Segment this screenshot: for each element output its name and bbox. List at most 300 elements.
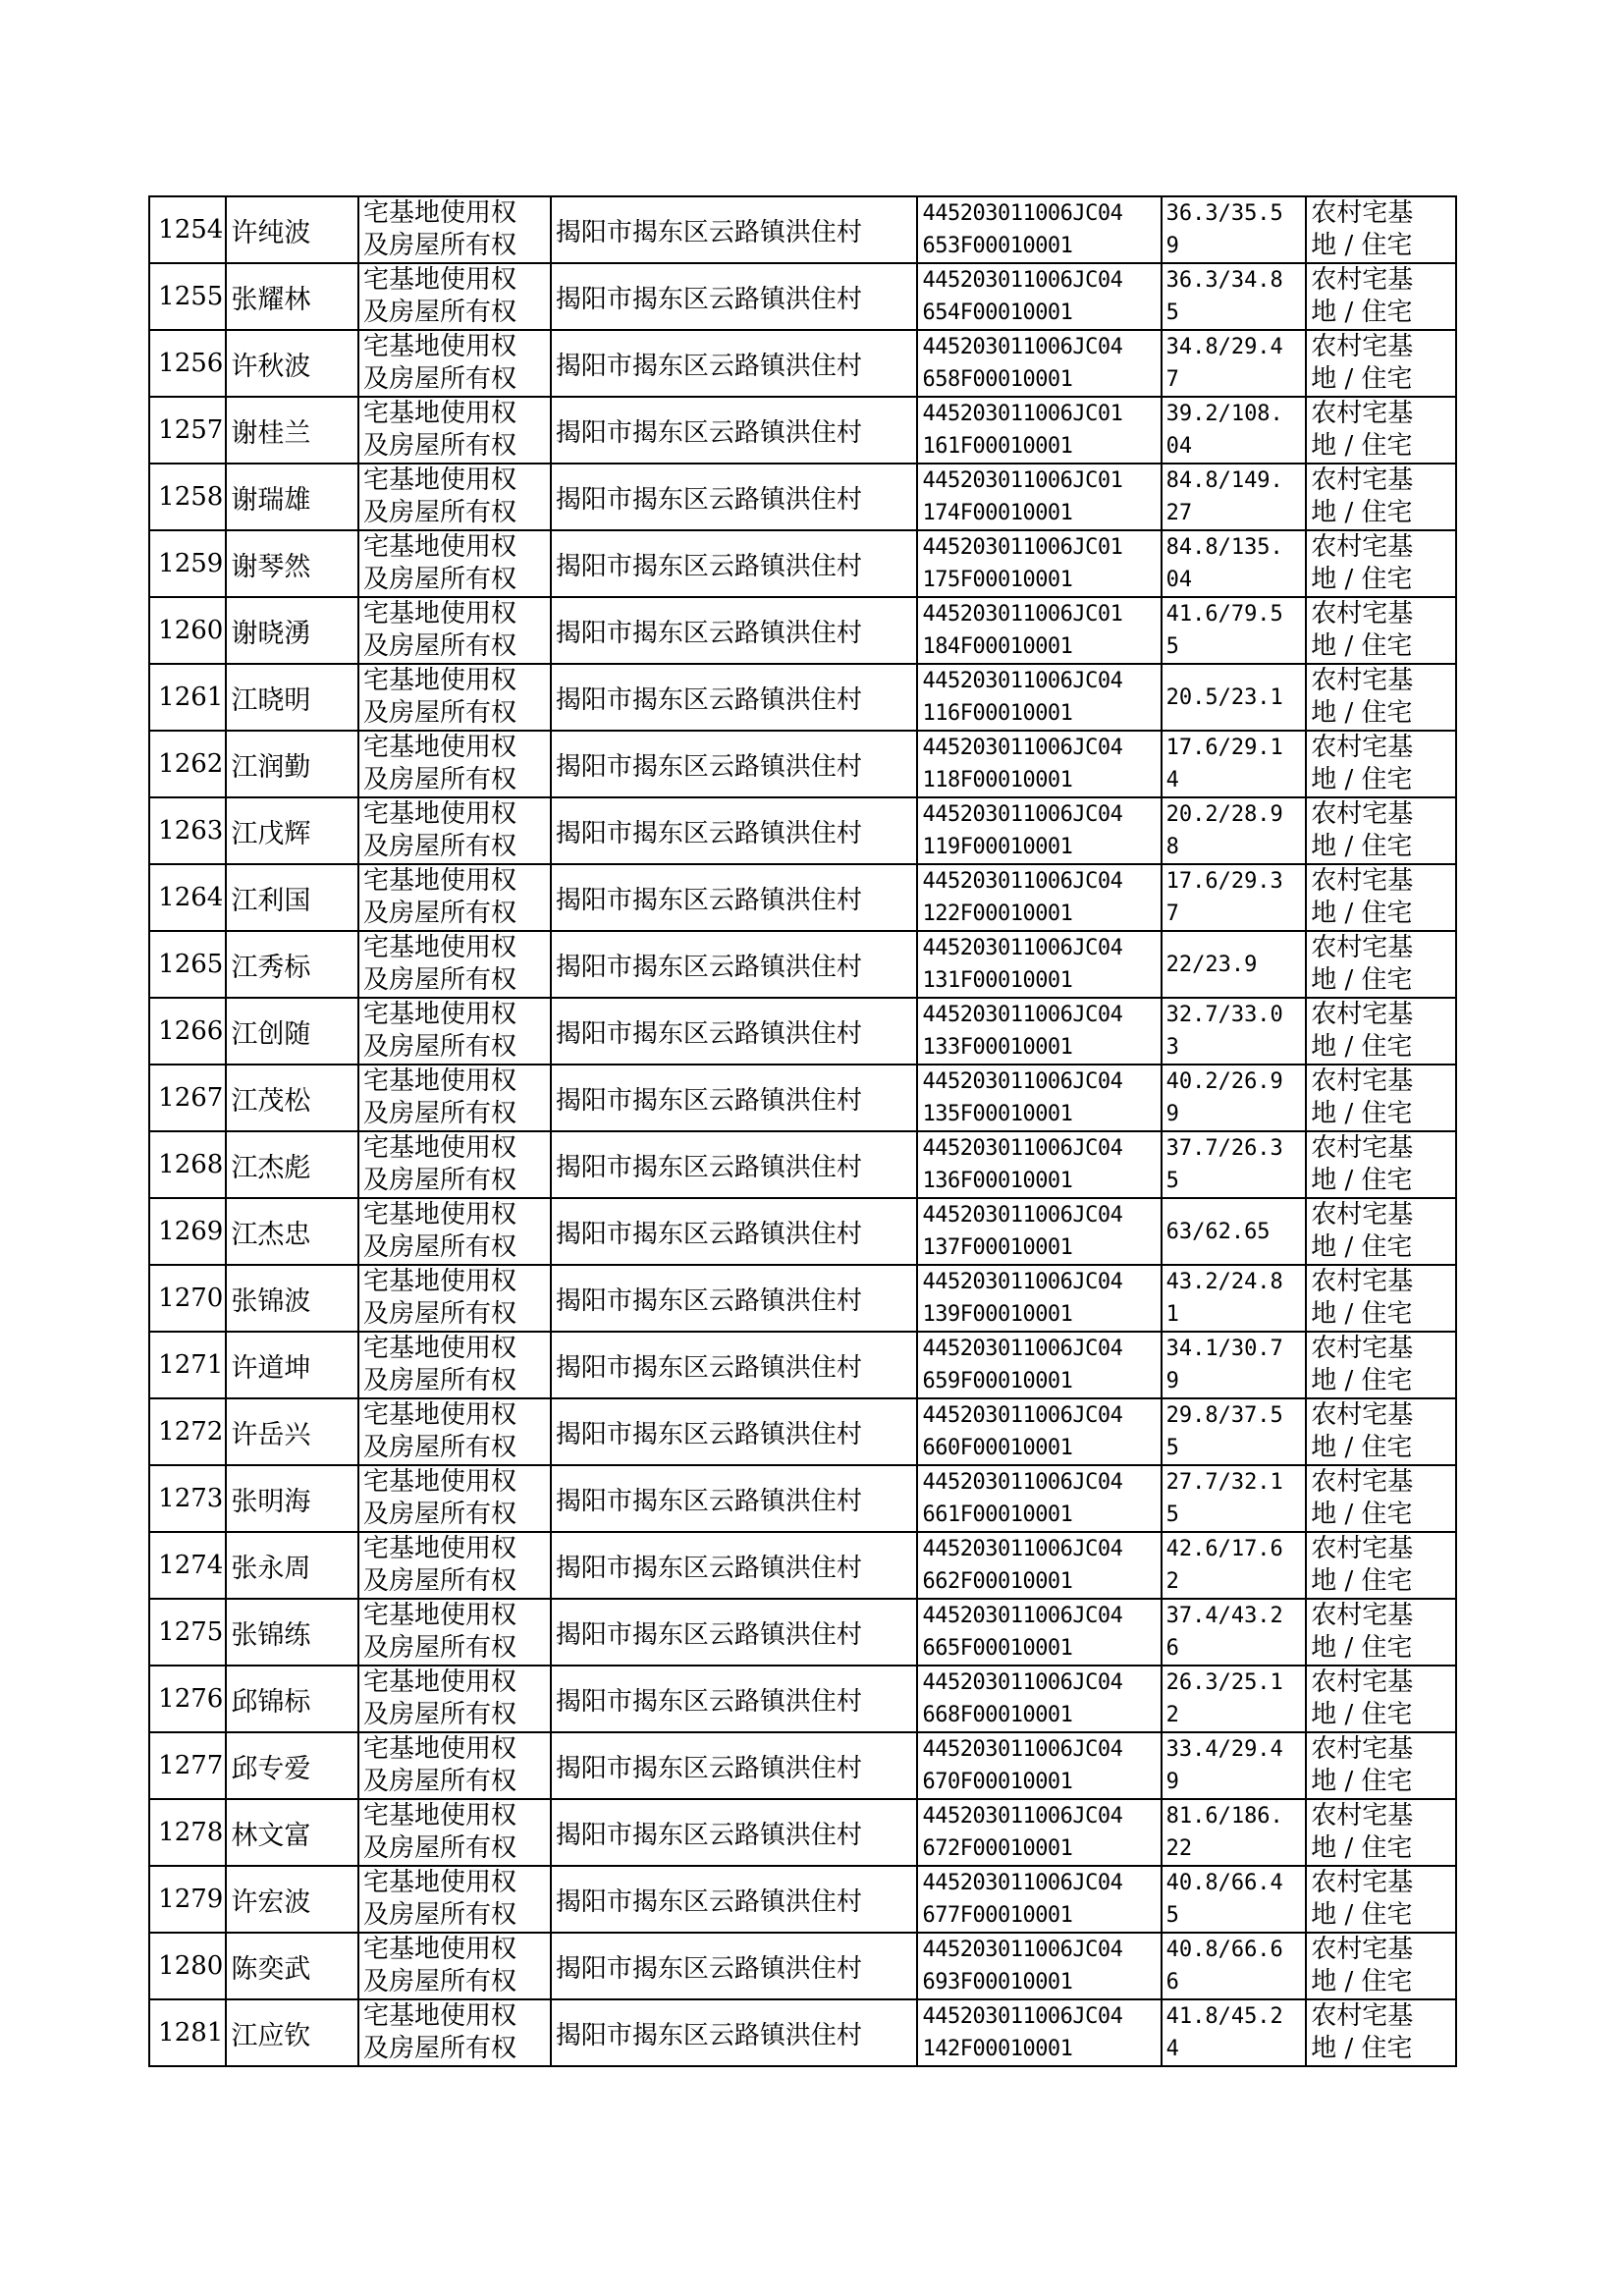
right-type-cell-text: 及房屋所有权 xyxy=(362,631,516,661)
land-use-cell-text: 地 / 住宅 xyxy=(1311,498,1413,527)
unit-code-cell-text: 137F00010001 xyxy=(922,1235,1073,1260)
owner-name-cell-text: 江秀标 xyxy=(231,952,311,983)
unit-code-cell xyxy=(917,1532,1161,1599)
land-use-cell xyxy=(1306,731,1456,797)
land-use-cell-text: 农村宅基 xyxy=(1311,1267,1414,1296)
location-cell-text: 揭阳市揭东区云路镇洪住村 xyxy=(555,417,862,448)
right-type-cell-text: 及房屋所有权 xyxy=(362,364,516,394)
right-type-cell-text: 宅基地使用权 xyxy=(362,1200,516,1229)
table-row xyxy=(149,1131,1456,1198)
unit-code-cell xyxy=(917,731,1161,797)
unit-code-cell-text: 136F00010001 xyxy=(922,1169,1073,1193)
land-use-cell xyxy=(1306,1532,1456,1599)
area-cell-text: 5 xyxy=(1165,1169,1179,1193)
right-type-cell-text: 宅基地使用权 xyxy=(362,1400,516,1430)
unit-code-cell-text: 445203011006JC04 xyxy=(922,1938,1123,1962)
location-cell xyxy=(551,1866,918,1933)
location-cell xyxy=(551,530,918,597)
owner-name-cell xyxy=(226,931,358,998)
location-cell xyxy=(551,597,918,664)
land-use-cell-text: 地 / 住宅 xyxy=(1311,431,1413,461)
right-type-cell xyxy=(358,797,551,864)
location-cell-text: 揭阳市揭东区云路镇洪住村 xyxy=(555,1152,862,1182)
owner-name-cell xyxy=(226,1198,358,1265)
unit-code-cell-text: 445203011006JC04 xyxy=(922,802,1123,827)
owner-name-cell xyxy=(226,731,358,797)
row-number-cell-text: 1258 xyxy=(158,482,224,512)
row-number-cell-text: 1267 xyxy=(158,1083,224,1113)
unit-code-cell xyxy=(917,1465,1161,1532)
row-number-cell xyxy=(149,664,226,731)
row-number-cell xyxy=(149,597,226,664)
unit-code-cell xyxy=(917,1732,1161,1799)
land-use-cell xyxy=(1306,597,1456,664)
row-number-cell xyxy=(149,1332,226,1398)
row-number-cell xyxy=(149,1866,226,1933)
land-use-cell-text: 农村宅基 xyxy=(1311,465,1414,495)
area-cell-text: 7 xyxy=(1165,367,1179,392)
area-cell xyxy=(1162,1599,1307,1666)
right-type-cell-text: 宅基地使用权 xyxy=(362,1334,516,1363)
land-use-cell-text: 农村宅基 xyxy=(1311,1400,1414,1430)
unit-code-cell xyxy=(917,397,1161,464)
right-type-cell-text: 宅基地使用权 xyxy=(362,733,516,762)
right-type-cell-text: 宅基地使用权 xyxy=(362,1734,516,1764)
area-cell-text: 40.2/26.9 xyxy=(1165,1069,1283,1094)
land-use-cell xyxy=(1306,1799,1456,1866)
land-use-cell xyxy=(1306,931,1456,998)
table-row xyxy=(149,1866,1456,1933)
unit-code-cell-text: 660F00010001 xyxy=(922,1436,1073,1460)
row-number-cell-text: 1254 xyxy=(158,215,224,245)
row-number-cell-text: 1278 xyxy=(158,1818,224,1847)
land-use-cell xyxy=(1306,1599,1456,1666)
right-type-cell xyxy=(358,1198,551,1265)
land-use-cell-text: 地 / 住宅 xyxy=(1311,364,1413,394)
table-row xyxy=(149,397,1456,464)
location-cell-text: 揭阳市揭东区云路镇洪住村 xyxy=(555,952,862,982)
owner-name-cell-text: 许秋波 xyxy=(231,351,311,382)
owner-name-cell-text: 江茂松 xyxy=(231,1085,311,1117)
right-type-cell xyxy=(358,1599,551,1666)
unit-code-cell xyxy=(917,1198,1161,1265)
location-cell xyxy=(551,797,918,864)
unit-code-cell xyxy=(917,1131,1161,1198)
area-cell-text: 7 xyxy=(1165,902,1179,926)
area-cell-text: 41.6/79.5 xyxy=(1165,602,1283,627)
right-type-cell-text: 宅基地使用权 xyxy=(362,198,516,228)
right-type-cell-text: 宅基地使用权 xyxy=(362,1801,516,1831)
unit-code-cell-text: 693F00010001 xyxy=(922,1970,1073,1994)
row-number-cell-text: 1266 xyxy=(158,1016,224,1046)
row-number-cell-text: 1268 xyxy=(158,1150,224,1179)
owner-name-cell-text: 张明海 xyxy=(231,1486,311,1517)
location-cell xyxy=(551,1799,918,1866)
area-cell xyxy=(1162,731,1307,797)
right-type-cell-text: 及房屋所有权 xyxy=(362,1633,516,1663)
location-cell-text: 揭阳市揭东区云路镇洪住村 xyxy=(555,1619,862,1650)
area-cell-text: 4 xyxy=(1165,768,1179,792)
row-number-cell-text: 1257 xyxy=(158,415,224,445)
unit-code-cell-text: 661F00010001 xyxy=(922,1503,1073,1527)
area-cell-text: 5 xyxy=(1165,634,1179,659)
location-cell-text: 揭阳市揭东区云路镇洪住村 xyxy=(555,1753,862,1783)
location-cell xyxy=(551,1999,918,2066)
row-number-cell xyxy=(149,397,226,464)
area-cell xyxy=(1162,1131,1307,1198)
table-row xyxy=(149,1933,1456,1999)
location-cell-text: 揭阳市揭东区云路镇洪住村 xyxy=(555,818,862,848)
land-use-cell xyxy=(1306,1866,1456,1933)
right-type-cell xyxy=(358,1999,551,2066)
location-cell-text: 揭阳市揭东区云路镇洪住村 xyxy=(555,1352,862,1383)
land-use-cell-text: 农村宅基 xyxy=(1311,1534,1414,1563)
land-use-cell-text: 农村宅基 xyxy=(1311,599,1414,628)
right-type-cell-text: 及房屋所有权 xyxy=(362,698,516,728)
land-use-cell-text: 农村宅基 xyxy=(1311,1133,1414,1163)
unit-code-cell-text: 142F00010001 xyxy=(922,2037,1073,2061)
owner-name-cell xyxy=(226,1532,358,1599)
row-number-cell-text: 1265 xyxy=(158,950,224,979)
right-type-cell-text: 宅基地使用权 xyxy=(362,1000,516,1029)
area-cell-text: 39.2/108. xyxy=(1165,402,1283,426)
row-number-cell xyxy=(149,263,226,330)
land-use-cell xyxy=(1306,1265,1456,1332)
area-cell xyxy=(1162,330,1307,397)
land-use-cell-text: 农村宅基 xyxy=(1311,733,1414,762)
row-number-cell xyxy=(149,1599,226,1666)
row-number-cell-text: 1280 xyxy=(158,1951,224,1981)
land-use-cell xyxy=(1306,530,1456,597)
unit-code-cell xyxy=(917,797,1161,864)
unit-code-cell-text: 445203011006JC04 xyxy=(922,1003,1123,1027)
table-row xyxy=(149,464,1456,530)
land-use-cell xyxy=(1306,1999,1456,2066)
row-number-cell-text: 1275 xyxy=(158,1617,224,1647)
right-type-cell-text: 及房屋所有权 xyxy=(362,498,516,527)
land-use-cell-text: 地 / 住宅 xyxy=(1311,1299,1413,1329)
table-row xyxy=(149,1532,1456,1599)
owner-name-cell xyxy=(226,1131,358,1198)
unit-code-cell-text: 445203011006JC04 xyxy=(922,936,1123,960)
area-cell-text: 22 xyxy=(1165,1836,1193,1861)
row-number-cell xyxy=(149,1065,226,1131)
area-cell-text: 20.2/28.9 xyxy=(1165,802,1283,827)
row-number-cell xyxy=(149,797,226,864)
area-cell-text: 2 xyxy=(1165,1703,1179,1727)
right-type-cell-text: 宅基地使用权 xyxy=(362,933,516,962)
land-use-cell-text: 农村宅基 xyxy=(1311,866,1414,896)
right-type-cell xyxy=(358,1866,551,1933)
owner-name-cell xyxy=(226,1265,358,1332)
unit-code-cell-text: 135F00010001 xyxy=(922,1102,1073,1126)
row-number-cell xyxy=(149,1532,226,1599)
right-type-cell-text: 宅基地使用权 xyxy=(362,1667,516,1697)
area-cell xyxy=(1162,1265,1307,1332)
right-type-cell-text: 及房屋所有权 xyxy=(362,2034,516,2063)
row-number-cell xyxy=(149,1398,226,1465)
table-row xyxy=(149,597,1456,664)
area-cell-text: 5 xyxy=(1165,1903,1179,1928)
land-use-cell-text: 地 / 住宅 xyxy=(1311,231,1413,260)
location-cell-text: 揭阳市揭东区云路镇洪住村 xyxy=(555,1886,862,1917)
right-type-cell xyxy=(358,1799,551,1866)
location-cell-text: 揭阳市揭东区云路镇洪住村 xyxy=(555,684,862,715)
area-cell-text: 32.7/33.0 xyxy=(1165,1003,1283,1027)
location-cell-text: 揭阳市揭东区云路镇洪住村 xyxy=(555,351,862,381)
area-cell xyxy=(1162,1799,1307,1866)
right-type-cell-text: 及房屋所有权 xyxy=(362,1566,516,1596)
unit-code-cell-text: 445203011006JC04 xyxy=(922,268,1123,293)
owner-name-cell-text: 许纯波 xyxy=(231,217,311,248)
table-row xyxy=(149,1065,1456,1131)
owner-name-cell-text: 谢桂兰 xyxy=(231,417,311,449)
location-cell xyxy=(551,1933,918,1999)
area-cell-text: 40.8/66.4 xyxy=(1165,1871,1283,1895)
table-row xyxy=(149,1799,1456,1866)
area-cell-text: 04 xyxy=(1165,434,1193,459)
unit-code-cell xyxy=(917,1666,1161,1732)
right-type-cell-text: 及房屋所有权 xyxy=(362,1099,516,1128)
location-cell-text: 揭阳市揭东区云路镇洪住村 xyxy=(555,1820,862,1850)
row-number-cell-text: 1276 xyxy=(158,1684,224,1714)
row-number-cell-text: 1279 xyxy=(158,1885,224,1914)
row-number-cell xyxy=(149,1131,226,1198)
area-cell-text: 3 xyxy=(1165,1035,1179,1060)
area-cell xyxy=(1162,1866,1307,1933)
area-cell-text: 33.4/29.4 xyxy=(1165,1737,1283,1762)
unit-code-cell-text: 445203011006JC04 xyxy=(922,736,1123,760)
unit-code-cell xyxy=(917,931,1161,998)
location-cell xyxy=(551,1666,918,1732)
unit-code-cell-text: 175F00010001 xyxy=(922,568,1073,592)
table-row xyxy=(149,330,1456,397)
table-row xyxy=(149,196,1456,263)
area-cell xyxy=(1162,1065,1307,1131)
land-use-cell-text: 地 / 住宅 xyxy=(1311,698,1413,728)
owner-name-cell xyxy=(226,530,358,597)
right-type-cell xyxy=(358,1732,551,1799)
area-cell xyxy=(1162,1933,1307,1999)
unit-code-cell xyxy=(917,998,1161,1065)
row-number-cell xyxy=(149,864,226,931)
location-cell xyxy=(551,731,918,797)
land-use-cell xyxy=(1306,263,1456,330)
land-use-cell-text: 农村宅基 xyxy=(1311,799,1414,829)
land-use-cell-text: 地 / 住宅 xyxy=(1311,832,1413,861)
unit-code-cell-text: 672F00010001 xyxy=(922,1836,1073,1861)
unit-code-cell-text: 445203011006JC04 xyxy=(922,1069,1123,1094)
land-use-cell xyxy=(1306,1198,1456,1265)
owner-name-cell xyxy=(226,1999,358,2066)
unit-code-cell xyxy=(917,1999,1161,2066)
land-use-cell xyxy=(1306,464,1456,530)
land-use-cell xyxy=(1306,1666,1456,1732)
registry-table-body xyxy=(149,196,1456,2066)
row-number-cell-text: 1264 xyxy=(158,883,224,912)
unit-code-cell-text: 445203011006JC04 xyxy=(922,669,1123,693)
right-type-cell xyxy=(358,664,551,731)
owner-name-cell xyxy=(226,1065,358,1131)
area-cell xyxy=(1162,1465,1307,1532)
area-cell-text: 42.6/17.6 xyxy=(1165,1537,1283,1561)
location-cell xyxy=(551,864,918,931)
right-type-cell-text: 宅基地使用权 xyxy=(362,1133,516,1163)
area-cell-text: 81.6/186. xyxy=(1165,1804,1283,1829)
land-use-cell-text: 地 / 住宅 xyxy=(1311,1900,1413,1930)
table-row xyxy=(149,1198,1456,1265)
unit-code-cell-text: 445203011006JC04 xyxy=(922,1604,1123,1628)
location-cell-text: 揭阳市揭东区云路镇洪住村 xyxy=(555,217,862,247)
unit-code-cell xyxy=(917,1332,1161,1398)
right-type-cell-text: 及房屋所有权 xyxy=(362,1299,516,1329)
row-number-cell xyxy=(149,731,226,797)
right-type-cell-text: 宅基地使用权 xyxy=(362,666,516,695)
unit-code-cell-text: 658F00010001 xyxy=(922,367,1073,392)
unit-code-cell-text: 445203011006JC01 xyxy=(922,535,1123,560)
row-number-cell xyxy=(149,931,226,998)
unit-code-cell-text: 131F00010001 xyxy=(922,968,1073,993)
location-cell-text: 揭阳市揭东区云路镇洪住村 xyxy=(555,1219,862,1249)
location-cell-text: 揭阳市揭东区云路镇洪住村 xyxy=(555,751,862,782)
owner-name-cell xyxy=(226,397,358,464)
land-use-cell-text: 农村宅基 xyxy=(1311,1000,1414,1029)
unit-code-cell xyxy=(917,1398,1161,1465)
row-number-cell-text: 1259 xyxy=(158,549,224,578)
land-use-cell-text: 地 / 住宅 xyxy=(1311,1566,1413,1596)
area-cell xyxy=(1162,1999,1307,2066)
owner-name-cell-text: 谢晓湧 xyxy=(231,618,311,649)
land-use-cell-text: 地 / 住宅 xyxy=(1311,1767,1413,1796)
table-row xyxy=(149,864,1456,931)
unit-code-cell xyxy=(917,1933,1161,1999)
unit-code-cell xyxy=(917,263,1161,330)
owner-name-cell-text: 张锦练 xyxy=(231,1619,311,1651)
area-cell-text: 04 xyxy=(1165,568,1193,592)
row-number-cell xyxy=(149,530,226,597)
right-type-cell-text: 及房屋所有权 xyxy=(362,1967,516,1996)
area-cell-text: 84.8/135. xyxy=(1165,535,1283,560)
owner-name-cell-text: 江杰忠 xyxy=(231,1219,311,1250)
row-number-cell-text: 1261 xyxy=(158,683,224,712)
area-cell xyxy=(1162,464,1307,530)
owner-name-cell-text: 邱专爱 xyxy=(231,1753,311,1784)
unit-code-cell-text: 668F00010001 xyxy=(922,1703,1073,1727)
area-cell-text: 26.3/25.1 xyxy=(1165,1670,1283,1695)
area-cell-text: 6 xyxy=(1165,1970,1179,1994)
owner-name-cell-text: 江戊辉 xyxy=(231,818,311,849)
land-use-cell-text: 农村宅基 xyxy=(1311,399,1414,428)
unit-code-cell xyxy=(917,1599,1161,1666)
area-cell xyxy=(1162,664,1307,731)
area-cell-text: 4 xyxy=(1165,2037,1179,2061)
location-cell xyxy=(551,931,918,998)
unit-code-cell xyxy=(917,196,1161,263)
row-number-cell-text: 1274 xyxy=(158,1551,224,1580)
land-use-cell-text: 地 / 住宅 xyxy=(1311,1433,1413,1462)
table-row xyxy=(149,931,1456,998)
unit-code-cell-text: 139F00010001 xyxy=(922,1302,1073,1327)
right-type-cell-text: 宅基地使用权 xyxy=(362,799,516,829)
area-cell xyxy=(1162,597,1307,664)
land-use-cell xyxy=(1306,1332,1456,1398)
owner-name-cell-text: 江润勤 xyxy=(231,751,311,783)
row-number-cell-text: 1281 xyxy=(158,2018,224,2048)
area-cell-text: 1 xyxy=(1165,1302,1179,1327)
location-cell-text: 揭阳市揭东区云路镇洪住村 xyxy=(555,284,862,314)
land-use-cell-text: 地 / 住宅 xyxy=(1311,631,1413,661)
unit-code-cell xyxy=(917,597,1161,664)
area-cell-text: 5 xyxy=(1165,1436,1179,1460)
owner-name-cell-text: 邱锦标 xyxy=(231,1686,311,1718)
area-cell-text: 9 xyxy=(1165,1102,1179,1126)
land-use-cell-text: 地 / 住宅 xyxy=(1311,765,1413,794)
owner-name-cell xyxy=(226,464,358,530)
right-type-cell xyxy=(358,263,551,330)
table-row xyxy=(149,1999,1456,2066)
right-type-cell xyxy=(358,464,551,530)
owner-name-cell xyxy=(226,1732,358,1799)
land-use-cell-text: 农村宅基 xyxy=(1311,1467,1414,1497)
land-use-cell-text: 地 / 住宅 xyxy=(1311,2034,1413,2063)
row-number-cell-text: 1272 xyxy=(158,1417,224,1447)
land-use-cell xyxy=(1306,998,1456,1065)
land-use-cell xyxy=(1306,797,1456,864)
row-number-cell-text: 1255 xyxy=(158,282,224,311)
right-type-cell xyxy=(358,1933,551,1999)
location-cell xyxy=(551,998,918,1065)
owner-name-cell xyxy=(226,330,358,397)
right-type-cell-text: 宅基地使用权 xyxy=(362,1467,516,1497)
owner-name-cell-text: 江创随 xyxy=(231,1018,311,1050)
right-type-cell-text: 及房屋所有权 xyxy=(362,1166,516,1195)
area-cell-text: 8 xyxy=(1165,835,1179,859)
land-use-cell-text: 农村宅基 xyxy=(1311,1935,1414,1964)
area-cell-text: 2 xyxy=(1165,1569,1179,1594)
right-type-cell-text: 及房屋所有权 xyxy=(362,431,516,461)
unit-code-cell-text: 116F00010001 xyxy=(922,701,1073,726)
right-type-cell-text: 及房屋所有权 xyxy=(362,765,516,794)
location-cell xyxy=(551,464,918,530)
owner-name-cell-text: 张永周 xyxy=(231,1553,311,1584)
location-cell xyxy=(551,397,918,464)
owner-name-cell-text: 江应钦 xyxy=(231,2020,311,2051)
unit-code-cell-text: 445203011006JC04 xyxy=(922,1136,1123,1161)
right-type-cell xyxy=(358,1265,551,1332)
right-type-cell-text: 宅基地使用权 xyxy=(362,1868,516,1897)
right-type-cell xyxy=(358,1532,551,1599)
location-cell xyxy=(551,664,918,731)
location-cell xyxy=(551,330,918,397)
area-cell-text: 84.8/149. xyxy=(1165,468,1283,493)
location-cell-text: 揭阳市揭东区云路镇洪住村 xyxy=(555,1953,862,1984)
unit-code-cell-text: 445203011006JC04 xyxy=(922,1403,1123,1428)
land-use-cell-text: 农村宅基 xyxy=(1311,1066,1414,1096)
right-type-cell xyxy=(358,330,551,397)
right-type-cell xyxy=(358,998,551,1065)
area-cell-text: 6 xyxy=(1165,1636,1179,1661)
area-cell xyxy=(1162,1532,1307,1599)
right-type-cell-text: 及房屋所有权 xyxy=(362,1232,516,1262)
land-use-cell-text: 农村宅基 xyxy=(1311,1334,1414,1363)
table-row xyxy=(149,1599,1456,1666)
right-type-cell-text: 宅基地使用权 xyxy=(362,599,516,628)
right-type-cell-text: 宅基地使用权 xyxy=(362,1066,516,1096)
unit-code-cell-text: 445203011006JC04 xyxy=(922,1737,1123,1762)
row-number-cell xyxy=(149,1666,226,1732)
location-cell-text: 揭阳市揭东区云路镇洪住村 xyxy=(555,484,862,515)
unit-code-cell xyxy=(917,330,1161,397)
